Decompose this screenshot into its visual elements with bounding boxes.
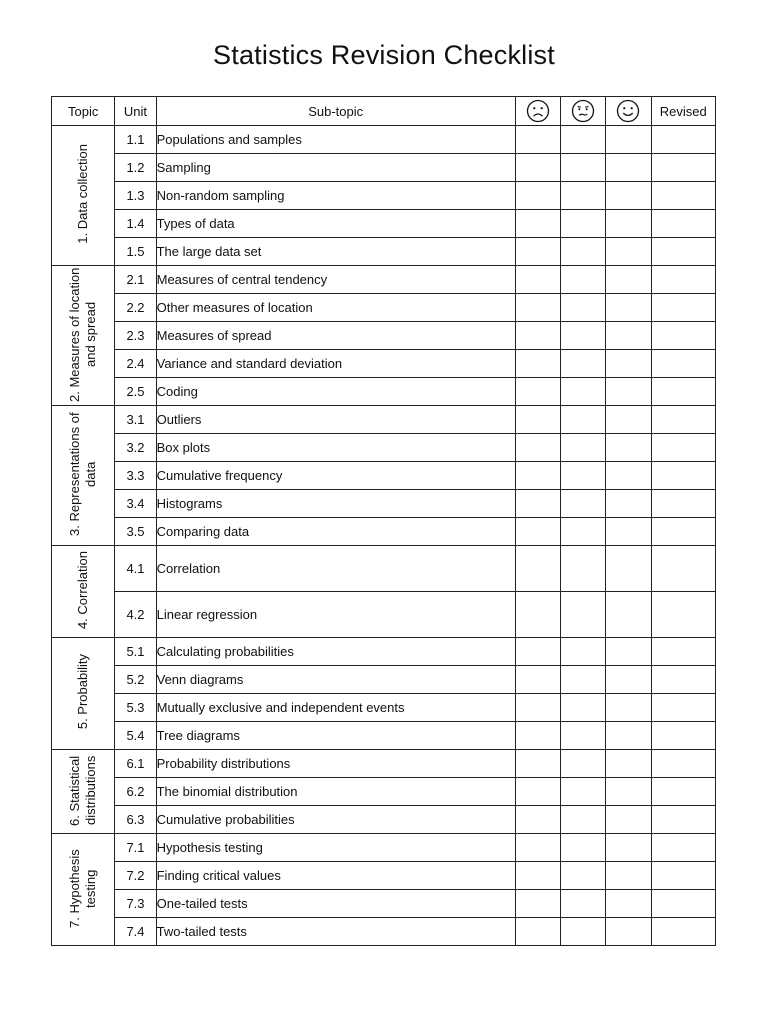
- table-row: [52, 154, 716, 182]
- table-row: [52, 722, 716, 750]
- unit-cell: 7.3: [115, 890, 156, 918]
- unsure-face-cell[interactable]: [561, 182, 606, 210]
- sad-face-header: [515, 97, 560, 126]
- sad-face-cell[interactable]: [515, 126, 560, 154]
- topic-cell: [52, 638, 115, 750]
- sad-face-cell[interactable]: [515, 666, 560, 694]
- sad-face-cell[interactable]: [515, 210, 560, 238]
- happy-face-cell[interactable]: [606, 266, 651, 294]
- sad-face-cell[interactable]: [515, 546, 560, 592]
- sad-face-cell[interactable]: [515, 722, 560, 750]
- revised-cell[interactable]: [651, 238, 715, 266]
- table-row: [52, 694, 716, 722]
- happy-face-cell[interactable]: [606, 722, 651, 750]
- happy-face-cell[interactable]: [606, 434, 651, 462]
- table-row: [52, 862, 716, 890]
- subtopic-cell: Sampling: [156, 154, 515, 182]
- revised-cell[interactable]: [651, 294, 715, 322]
- topic-label: 6. Statistical distributions: [67, 754, 99, 826]
- sad-face-cell[interactable]: [515, 694, 560, 722]
- topic-label: 2. Measures of location and spread: [67, 266, 99, 402]
- happy-face-cell[interactable]: [606, 890, 651, 918]
- table-row: [52, 592, 716, 638]
- revised-cell[interactable]: [651, 862, 715, 890]
- table-row: [52, 462, 716, 490]
- unit-cell: 2.4: [115, 350, 156, 378]
- unit-cell: 4.1: [115, 546, 156, 592]
- subtopic-cell: Coding: [156, 378, 515, 406]
- revised-cell[interactable]: [651, 322, 715, 350]
- sad-face-cell[interactable]: [515, 294, 560, 322]
- sad-face-cell[interactable]: [515, 378, 560, 406]
- unsure-face-cell[interactable]: [561, 890, 606, 918]
- topic-cell: [52, 750, 115, 834]
- sad-face-cell[interactable]: [515, 406, 560, 434]
- table-row: [52, 546, 716, 592]
- sad-face-cell[interactable]: [515, 182, 560, 210]
- topic-label: 1. Data collection: [75, 144, 91, 244]
- sad-face-cell[interactable]: [515, 322, 560, 350]
- table-row: [52, 918, 716, 946]
- subtopic-cell: Hypothesis testing: [156, 834, 515, 862]
- topic-cell: [52, 266, 115, 406]
- subtopic-cell: Comparing data: [156, 518, 515, 546]
- subtopic-cell: The large data set: [156, 238, 515, 266]
- subtopic-cell: Histograms: [156, 490, 515, 518]
- revised-cell[interactable]: [651, 778, 715, 806]
- revised-cell[interactable]: [651, 210, 715, 238]
- sad-face-cell[interactable]: [515, 638, 560, 666]
- revised-cell[interactable]: [651, 462, 715, 490]
- sad-face-icon: [526, 99, 550, 123]
- unsure-face-cell[interactable]: [561, 546, 606, 592]
- unit-cell: 2.5: [115, 378, 156, 406]
- unit-cell: 2.1: [115, 266, 156, 294]
- unsure-face-cell[interactable]: [561, 406, 606, 434]
- happy-face-cell[interactable]: [606, 322, 651, 350]
- happy-face-cell[interactable]: [606, 406, 651, 434]
- unit-cell: 7.4: [115, 918, 156, 946]
- subtopic-cell: Types of data: [156, 210, 515, 238]
- unsure-face-cell[interactable]: [561, 592, 606, 638]
- unit-cell: 6.1: [115, 750, 156, 778]
- topic-cell: [52, 406, 115, 546]
- sad-face-cell[interactable]: [515, 518, 560, 546]
- sad-face-cell[interactable]: [515, 890, 560, 918]
- happy-face-cell[interactable]: [606, 806, 651, 834]
- unsure-face-cell[interactable]: [561, 918, 606, 946]
- unsure-face-cell[interactable]: [561, 322, 606, 350]
- table-row: [52, 238, 716, 266]
- unsure-face-cell[interactable]: [561, 806, 606, 834]
- unit-cell: 1.3: [115, 182, 156, 210]
- revised-cell[interactable]: [651, 666, 715, 694]
- revised-cell[interactable]: [651, 546, 715, 592]
- header-row: [52, 97, 716, 126]
- checklist-body: [52, 126, 716, 946]
- unsure-face-icon: [571, 99, 595, 123]
- happy-face-cell[interactable]: [606, 462, 651, 490]
- sad-face-cell[interactable]: [515, 862, 560, 890]
- unsure-face-cell[interactable]: [561, 434, 606, 462]
- revised-cell[interactable]: [651, 694, 715, 722]
- unit-cell: 3.2: [115, 434, 156, 462]
- sad-face-cell[interactable]: [515, 154, 560, 182]
- topic-label: 5. Probability: [75, 654, 91, 730]
- topic-label: 4. Correlation: [75, 550, 91, 630]
- unit-cell: 1.5: [115, 238, 156, 266]
- table-row: [52, 778, 716, 806]
- table-row: [52, 666, 716, 694]
- unsure-face-cell[interactable]: [561, 694, 606, 722]
- happy-face-header: [606, 97, 651, 126]
- happy-face-cell[interactable]: [606, 862, 651, 890]
- unit-cell: 1.2: [115, 154, 156, 182]
- unit-cell: 1.4: [115, 210, 156, 238]
- table-row: [52, 806, 716, 834]
- subtopic-cell: Probability distributions: [156, 750, 515, 778]
- sad-face-cell[interactable]: [515, 834, 560, 862]
- unsure-face-cell[interactable]: [561, 294, 606, 322]
- unsure-face-cell[interactable]: [561, 862, 606, 890]
- happy-face-cell[interactable]: [606, 182, 651, 210]
- unit-cell: 5.3: [115, 694, 156, 722]
- unsure-face-cell[interactable]: [561, 834, 606, 862]
- happy-face-cell[interactable]: [606, 518, 651, 546]
- table-row: [52, 294, 716, 322]
- unit-cell: 1.1: [115, 126, 156, 154]
- revised-cell[interactable]: [651, 350, 715, 378]
- happy-face-cell[interactable]: [606, 638, 651, 666]
- revised-cell[interactable]: [651, 434, 715, 462]
- subtopic-cell: Cumulative frequency: [156, 462, 515, 490]
- subtopic-cell: Measures of spread: [156, 322, 515, 350]
- unsure-face-cell[interactable]: [561, 154, 606, 182]
- unsure-face-cell[interactable]: [561, 210, 606, 238]
- unit-cell: 3.5: [115, 518, 156, 546]
- topic-cell: [52, 126, 115, 266]
- revised-cell[interactable]: [651, 266, 715, 294]
- sad-face-cell[interactable]: [515, 434, 560, 462]
- table-row: [52, 266, 716, 294]
- topic-cell: [52, 546, 115, 638]
- table-row: [52, 322, 716, 350]
- happy-face-cell[interactable]: [606, 918, 651, 946]
- unit-cell: 7.1: [115, 834, 156, 862]
- revised-cell[interactable]: [651, 722, 715, 750]
- table-row: [52, 406, 716, 434]
- subtopic-cell: Tree diagrams: [156, 722, 515, 750]
- table-row: [52, 834, 716, 862]
- sad-face-cell[interactable]: [515, 490, 560, 518]
- revised-cell[interactable]: [651, 518, 715, 546]
- sad-face-cell[interactable]: [515, 918, 560, 946]
- subtopic-cell: The binomial distribution: [156, 778, 515, 806]
- sad-face-cell[interactable]: [515, 592, 560, 638]
- happy-face-cell[interactable]: [606, 378, 651, 406]
- revised-cell[interactable]: [651, 126, 715, 154]
- revision-checklist-table: [51, 96, 716, 946]
- sad-face-cell[interactable]: [515, 266, 560, 294]
- unit-cell: 3.1: [115, 406, 156, 434]
- sad-face-cell[interactable]: [515, 350, 560, 378]
- unsure-face-cell[interactable]: [561, 378, 606, 406]
- subtopic-cell: Variance and standard deviation: [156, 350, 515, 378]
- revised-cell[interactable]: [651, 182, 715, 210]
- unsure-face-cell[interactable]: [561, 238, 606, 266]
- subtopic-cell: Populations and samples: [156, 126, 515, 154]
- happy-face-cell[interactable]: [606, 238, 651, 266]
- unit-cell: 2.2: [115, 294, 156, 322]
- revised-cell[interactable]: [651, 378, 715, 406]
- table-row: [52, 434, 716, 462]
- sad-face-cell[interactable]: [515, 238, 560, 266]
- revised-header: Revised: [651, 97, 715, 126]
- subtopic-cell: One-tailed tests: [156, 890, 515, 918]
- unit-cell: 6.2: [115, 778, 156, 806]
- unit-cell: 5.2: [115, 666, 156, 694]
- subtopic-cell: Outliers: [156, 406, 515, 434]
- topic-cell: [52, 834, 115, 946]
- happy-face-cell[interactable]: [606, 694, 651, 722]
- unsure-face-cell[interactable]: [561, 266, 606, 294]
- revised-cell[interactable]: [651, 406, 715, 434]
- revised-cell[interactable]: [651, 638, 715, 666]
- table-row: [52, 182, 716, 210]
- happy-face-cell[interactable]: [606, 834, 651, 862]
- unsure-face-cell[interactable]: [561, 350, 606, 378]
- table-row: [52, 490, 716, 518]
- subtopic-cell: Calculating probabilities: [156, 638, 515, 666]
- happy-face-cell[interactable]: [606, 294, 651, 322]
- unsure-face-cell[interactable]: [561, 778, 606, 806]
- revised-cell[interactable]: [651, 592, 715, 638]
- table-row: [52, 126, 716, 154]
- table-row: [52, 638, 716, 666]
- happy-face-cell[interactable]: [606, 546, 651, 592]
- unit-cell: 7.2: [115, 862, 156, 890]
- sad-face-cell[interactable]: [515, 750, 560, 778]
- revised-cell[interactable]: [651, 806, 715, 834]
- happy-face-cell[interactable]: [606, 490, 651, 518]
- unit-cell: 2.3: [115, 322, 156, 350]
- unit-header: Unit: [115, 97, 156, 126]
- subtopic-cell: Measures of central tendency: [156, 266, 515, 294]
- unsure-face-cell[interactable]: [561, 666, 606, 694]
- subtopic-cell: Cumulative probabilities: [156, 806, 515, 834]
- subtopic-cell: Box plots: [156, 434, 515, 462]
- unit-cell: 5.1: [115, 638, 156, 666]
- happy-face-icon: [616, 99, 640, 123]
- revised-cell[interactable]: [651, 154, 715, 182]
- unsure-face-cell[interactable]: [561, 490, 606, 518]
- unsure-face-cell[interactable]: [561, 518, 606, 546]
- unit-cell: 3.3: [115, 462, 156, 490]
- subtopic-cell: Non-random sampling: [156, 182, 515, 210]
- subtopic-cell: Mutually exclusive and independent events: [156, 694, 515, 722]
- unsure-face-cell[interactable]: [561, 462, 606, 490]
- subtopic-cell: Venn diagrams: [156, 666, 515, 694]
- table-row: [52, 350, 716, 378]
- happy-face-cell[interactable]: [606, 666, 651, 694]
- happy-face-cell[interactable]: [606, 210, 651, 238]
- happy-face-cell[interactable]: [606, 750, 651, 778]
- happy-face-cell[interactable]: [606, 778, 651, 806]
- table-row: [52, 750, 716, 778]
- topic-header: Topic: [52, 97, 115, 126]
- revised-cell[interactable]: [651, 918, 715, 946]
- unit-cell: 5.4: [115, 722, 156, 750]
- unit-cell: 3.4: [115, 490, 156, 518]
- subtopic-cell: Linear regression: [156, 592, 515, 638]
- revised-cell[interactable]: [651, 834, 715, 862]
- subtopic-cell: Correlation: [156, 546, 515, 592]
- unit-cell: 6.3: [115, 806, 156, 834]
- table-row: [52, 378, 716, 406]
- revised-cell[interactable]: [651, 490, 715, 518]
- sad-face-cell[interactable]: [515, 806, 560, 834]
- unsure-face-cell[interactable]: [561, 638, 606, 666]
- happy-face-cell[interactable]: [606, 592, 651, 638]
- happy-face-cell[interactable]: [606, 126, 651, 154]
- revised-cell[interactable]: [651, 890, 715, 918]
- topic-label: 7. Hypothesis testing: [67, 848, 99, 928]
- table-row: [52, 518, 716, 546]
- page-title: Statistics Revision Checklist: [213, 40, 555, 70]
- subtopic-cell: Finding critical values: [156, 862, 515, 890]
- subtopic-cell: Two-tailed tests: [156, 918, 515, 946]
- table-row: [52, 890, 716, 918]
- sad-face-cell[interactable]: [515, 778, 560, 806]
- unsure-face-cell[interactable]: [561, 750, 606, 778]
- unsure-face-cell[interactable]: [561, 722, 606, 750]
- revised-cell[interactable]: [651, 750, 715, 778]
- unit-cell: 4.2: [115, 592, 156, 638]
- sad-face-cell[interactable]: [515, 462, 560, 490]
- table-row: [52, 210, 716, 238]
- happy-face-cell[interactable]: [606, 350, 651, 378]
- unsure-face-header: [561, 97, 606, 126]
- subtopic-cell: Other measures of location: [156, 294, 515, 322]
- topic-label: 3. Representations of data: [67, 412, 99, 536]
- unsure-face-cell[interactable]: [561, 126, 606, 154]
- happy-face-cell[interactable]: [606, 154, 651, 182]
- subtopic-header: Sub-topic: [156, 97, 515, 126]
